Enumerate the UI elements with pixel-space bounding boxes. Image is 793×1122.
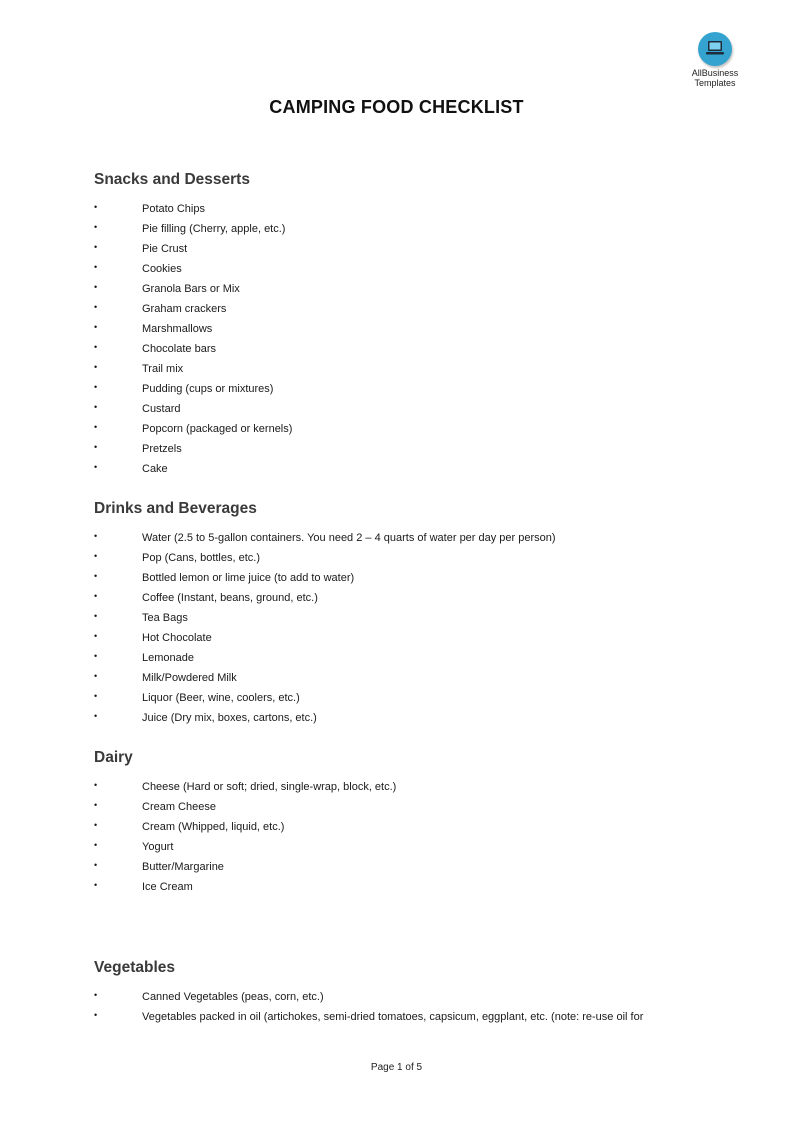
- bullet-icon: •: [94, 591, 98, 601]
- item-text: Pie Crust: [142, 243, 188, 255]
- item-text: Tea Bags: [142, 612, 188, 624]
- list-item: [94, 279, 734, 299]
- item-text: Cheese (Hard or soft; dried, single-wrap, block, etc.): [142, 781, 397, 793]
- list-item: [94, 379, 734, 399]
- bullet-icon: •: [94, 382, 98, 392]
- section-snacks-desserts: [94, 170, 734, 479]
- list-item: [94, 608, 734, 628]
- item-text: Butter/Margarine: [142, 861, 224, 873]
- list-item: [94, 299, 734, 319]
- item-list: [94, 199, 734, 479]
- item-text: Trail mix: [142, 363, 184, 375]
- document-title: CAMPING FOOD CHECKLIST: [269, 97, 524, 117]
- section-heading: Dairy: [94, 749, 133, 766]
- list-item: [94, 837, 734, 857]
- item-text: Yogurt: [142, 841, 174, 853]
- item-text: Vegetables packed in oil (artichokes, semi-dried tomatoes, capsicum, eggplant, etc. (note: re-use oil for: [142, 1011, 644, 1023]
- list-item: [94, 668, 734, 688]
- bullet-icon: •: [94, 551, 98, 561]
- bullet-icon: •: [94, 202, 98, 212]
- bullet-icon: •: [94, 651, 98, 661]
- item-text: Water (2.5 to 5-gallon containers. You need 2 – 4 quarts of water per day per person): [142, 532, 556, 544]
- item-text: Granola Bars or Mix: [142, 283, 240, 295]
- bullet-icon: •: [94, 262, 98, 272]
- item-text: Coffee (Instant, beans, ground, etc.): [142, 592, 318, 604]
- list-item: [94, 548, 734, 568]
- list-item: [94, 259, 734, 279]
- bullet-icon: •: [94, 442, 98, 452]
- list-item: [94, 708, 734, 728]
- bullet-icon: •: [94, 571, 98, 581]
- list-item: [94, 199, 734, 219]
- item-text: Pop (Cans, bottles, etc.): [142, 552, 260, 564]
- bullet-icon: •: [94, 282, 98, 292]
- list-item: [94, 339, 734, 359]
- item-text: Cake: [142, 463, 168, 475]
- bullet-icon: •: [94, 322, 98, 332]
- list-item: [94, 459, 734, 479]
- list-item: [94, 588, 734, 608]
- bullet-icon: •: [94, 691, 98, 701]
- bullet-icon: •: [94, 342, 98, 352]
- logo-text: [688, 68, 742, 88]
- brand-logo: [688, 32, 742, 88]
- item-text: Milk/Powdered Milk: [142, 672, 237, 684]
- bullet-icon: •: [94, 302, 98, 312]
- item-text: Cookies: [142, 263, 182, 275]
- list-item: [94, 857, 734, 877]
- bullet-icon: •: [94, 860, 98, 870]
- bullet-icon: •: [94, 462, 98, 472]
- list-item: [94, 987, 734, 1007]
- bullet-icon: •: [94, 611, 98, 621]
- page-number: Page 1 of 5: [370, 1062, 423, 1073]
- list-item: [94, 568, 734, 588]
- item-text: Bottled lemon or lime juice (to add to water): [142, 572, 355, 584]
- list-item: [94, 777, 734, 797]
- laptop-icon: [698, 32, 732, 66]
- list-item: [94, 528, 734, 548]
- list-item: [94, 219, 734, 239]
- list-item: [94, 239, 734, 259]
- list-item: [94, 648, 734, 668]
- bullet-icon: •: [94, 840, 98, 850]
- logo-text-line2: Templates: [694, 78, 736, 88]
- bullet-icon: •: [94, 531, 98, 541]
- bullet-icon: •: [94, 880, 98, 890]
- bullet-icon: •: [94, 780, 98, 790]
- list-item: [94, 628, 734, 648]
- logo-text-line1: AllBusiness: [691, 68, 739, 78]
- item-text: Pie filling (Cherry, apple, etc.): [142, 223, 286, 235]
- list-item: [94, 359, 734, 379]
- section-heading: Vegetables: [94, 959, 175, 976]
- bullet-icon: •: [94, 671, 98, 681]
- list-item: [94, 877, 734, 897]
- list-item: [94, 399, 734, 419]
- item-text: Chocolate bars: [142, 343, 216, 355]
- bullet-icon: •: [94, 222, 98, 232]
- item-list: [94, 777, 734, 897]
- item-text: Popcorn (packaged or kernels): [142, 423, 293, 435]
- bullet-icon: •: [94, 242, 98, 252]
- item-text: Cream (Whipped, liquid, etc.): [142, 821, 285, 833]
- list-item: [94, 817, 734, 837]
- bullet-icon: •: [94, 800, 98, 810]
- bullet-icon: •: [94, 820, 98, 830]
- list-item: [94, 1007, 734, 1027]
- item-text: Ice Cream: [142, 881, 193, 893]
- bullet-icon: •: [94, 711, 98, 721]
- bullet-icon: •: [94, 362, 98, 372]
- checklist-content: [94, 170, 734, 1027]
- section-heading: Snacks and Desserts: [94, 171, 250, 188]
- list-item: [94, 688, 734, 708]
- item-text: Pretzels: [142, 443, 182, 455]
- item-text: Marshmallows: [142, 323, 213, 335]
- item-text: Liquor (Beer, wine, coolers, etc.): [142, 692, 300, 704]
- list-item: [94, 439, 734, 459]
- item-text: Cream Cheese: [142, 801, 216, 813]
- bullet-icon: •: [94, 1010, 98, 1020]
- section-heading: Drinks and Beverages: [94, 500, 257, 517]
- item-list: [94, 528, 734, 728]
- item-text: Juice (Dry mix, boxes, cartons, etc.): [142, 712, 317, 724]
- item-text: Custard: [142, 403, 181, 415]
- bullet-icon: •: [94, 990, 98, 1000]
- item-text: Graham crackers: [142, 303, 227, 315]
- item-text: Lemonade: [142, 652, 194, 664]
- bullet-icon: •: [94, 422, 98, 432]
- list-item: [94, 419, 734, 439]
- list-item: [94, 797, 734, 817]
- bullet-icon: •: [94, 631, 98, 641]
- item-list: [94, 987, 734, 1027]
- bullet-icon: •: [94, 402, 98, 412]
- section-drinks-beverages: [94, 499, 734, 728]
- item-text: Potato Chips: [142, 203, 205, 215]
- section-vegetables: [94, 958, 734, 1027]
- section-dairy: [94, 748, 734, 897]
- item-text: Pudding (cups or mixtures): [142, 383, 274, 395]
- item-text: Canned Vegetables (peas, corn, etc.): [142, 991, 324, 1003]
- item-text: Hot Chocolate: [142, 632, 212, 644]
- list-item: [94, 319, 734, 339]
